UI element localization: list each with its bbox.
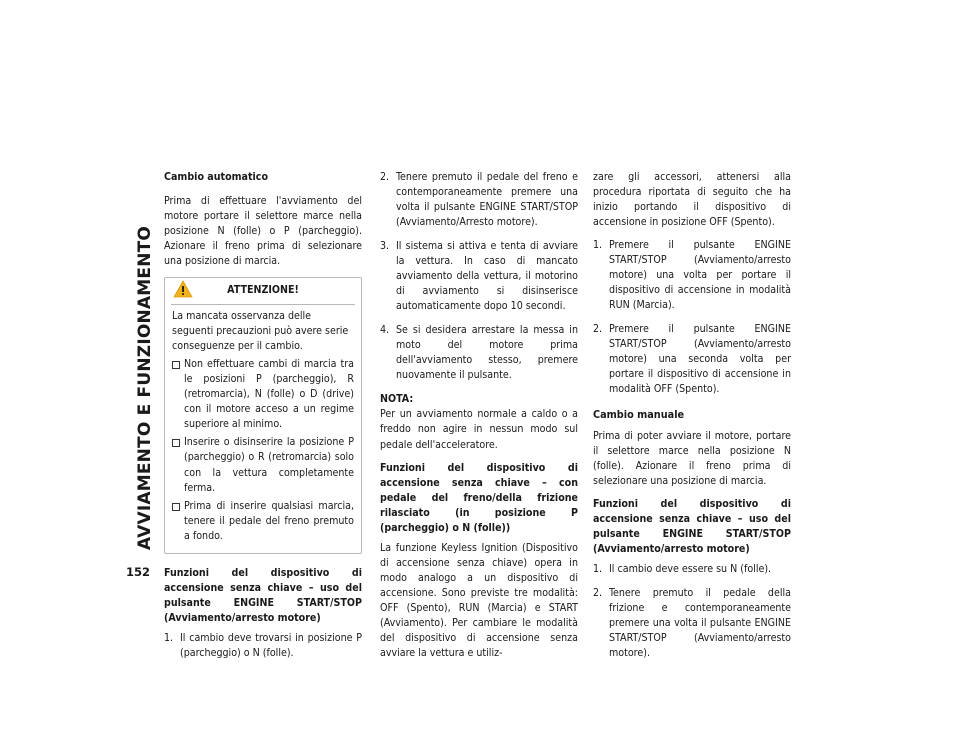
subheading-keyless-pedal-released: Funzioni del dispositivo di accensione senza chiave – con pedale del freno/della frizione rilasciato (in posizione P (parcheggio) o N (folle)) xyxy=(380,461,578,534)
column-2 xyxy=(380,170,578,669)
step-item xyxy=(593,586,791,661)
step-text: Premere il pulsante ENGINE START/STOP (Avviamento/arresto motore) una seconda volta per portare il dispositivo di accensione in modalità OFF (Spento). xyxy=(609,323,791,396)
warning-intro: La mancata osservanza delle seguenti precauzioni può avere serie conseguenze per il cambio. xyxy=(172,310,349,353)
step-number: 1. xyxy=(593,563,603,576)
step-item xyxy=(380,323,578,383)
warning-title: ATTENZIONE! xyxy=(227,284,299,297)
automatic-intro-paragraph: Prima di effettuare l'avviamento del motore portare il selettore marce nella posizione N (folle) o P (parcheggio). Azionare il freno prima di selezionare una posizione di marcia. xyxy=(164,195,362,268)
note-label: NOTA: xyxy=(380,393,414,406)
continued-paragraph: zare gli accessori, attenersi alla procedura riportata di seguito che ha inizio portando il dispositivo di accensione in posizione OFF (Spento). xyxy=(593,171,791,229)
warning-item-text: Non effettuare cambi di marcia tra le posizioni P (parcheggio), R (retromarcia), N (folle) o D (drive) con il motore acceso a un regime superiore al minimo. xyxy=(184,358,354,431)
step-number: 2. xyxy=(380,171,390,183)
step-item xyxy=(380,170,578,230)
step-item xyxy=(164,631,362,661)
step-item xyxy=(593,238,791,313)
step-text: Il cambio deve trovarsi in posizione P (parcheggio) o N (folle). xyxy=(180,631,362,659)
heading-manual-transmission: Cambio manuale xyxy=(593,408,685,422)
step-text: Tenere premuto il pedale della frizione e contemporaneamente premere una volta il pulsante ENGINE START/STOP (Avviamento/arresto motore). xyxy=(609,587,791,660)
checkbox-bullet-icon xyxy=(172,439,180,447)
steps-list-col1 xyxy=(164,631,362,661)
warning-list xyxy=(172,357,354,543)
steps-list-col3 xyxy=(593,238,791,397)
step-text: Premere il pulsante ENGINE START/STOP (Avviamento/arresto motore) una volta per portare il dispositivo di accensione in modalità RUN (Marcia). xyxy=(609,239,791,312)
warning-body xyxy=(165,309,361,543)
step-text: Il sistema si attiva e tenta di avviare la vettura. In caso di mancato avviamento della vettura, il motorino di avviamento si disinserisce automaticamente dopo 10 secondi. xyxy=(396,240,578,313)
warning-item-text: Inserire o disinserire la posizione P (parcheggio) o R (retromarcia) solo con la vettura completamente ferma. xyxy=(184,436,354,494)
subheading-manual-keyless: Funzioni del dispositivo di accensione senza chiave – uso del pulsante ENGINE START/STOP (Avviamento/arresto motore) xyxy=(593,497,791,555)
step-item xyxy=(593,322,791,397)
step-number: 1. xyxy=(164,631,174,644)
step-number: 2. xyxy=(593,323,603,336)
manual-intro-paragraph: Prima di poter avviare il motore, portare il selettore marce nella posizione N (folle). Azionare il freno prima di selezionare una posizione di marcia. xyxy=(593,429,791,487)
steps-list-manual xyxy=(593,562,791,661)
note-text: Per un avviamento normale a caldo o a freddo non agire in nessun modo sul pedale dell'acceleratore. xyxy=(380,408,578,451)
checkbox-bullet-icon xyxy=(172,361,180,369)
step-number: 3. xyxy=(380,240,390,253)
steps-list-col2 xyxy=(380,170,578,383)
step-text: Il cambio deve essere su N (folle). xyxy=(609,563,772,576)
warning-item xyxy=(172,357,354,432)
page-number: 152 xyxy=(126,565,151,579)
step-text: Tenere premuto il pedale del freno e contemporaneamente premere una volta il pulsante ENGINE START/STOP (Avviamento/Arresto motore). xyxy=(396,171,578,229)
step-number: 2. xyxy=(593,587,603,600)
warning-box xyxy=(164,277,362,553)
checkbox-bullet-icon xyxy=(172,503,180,511)
column-1 xyxy=(164,170,362,670)
warning-header xyxy=(171,278,355,305)
heading-automatic-transmission: Cambio automatico xyxy=(164,171,269,183)
section-side-title-text: AVVIAMENTO E FUNZIONAMENTO xyxy=(134,225,155,551)
column-3 xyxy=(593,170,791,670)
section-side-title xyxy=(125,178,165,598)
warning-item-text: Prima di inserire qualsiasi marcia, tenere il pedale del freno premuto a fondo. xyxy=(184,499,354,542)
step-number: 1. xyxy=(593,239,603,252)
step-number: 4. xyxy=(380,324,390,337)
warning-item xyxy=(172,435,354,495)
step-item xyxy=(593,562,791,577)
step-item xyxy=(380,239,578,314)
warning-item xyxy=(172,499,354,544)
subheading-keyless-start-stop: Funzioni del dispositivo di accensione senza chiave – uso del pulsante ENGINE START/STOP (Avviamento/arresto motore) xyxy=(164,566,362,624)
keyless-ignition-paragraph: La funzione Keyless Ignition (Dispositivo di accensione senza chiave) opera in modo analogo a un dispositivo di accensione. Sono previste tre modalità: OFF (Spento), RUN (Marcia) e START (Avviamento). Per cambiare le modalità del dispositivo di accensione senza avviare la vettura e utiliz- xyxy=(380,541,578,659)
step-text: Se si desidera arrestare la messa in moto del motore prima dell'avviamento stesso, premere nuovamente il pulsante. xyxy=(396,324,578,382)
